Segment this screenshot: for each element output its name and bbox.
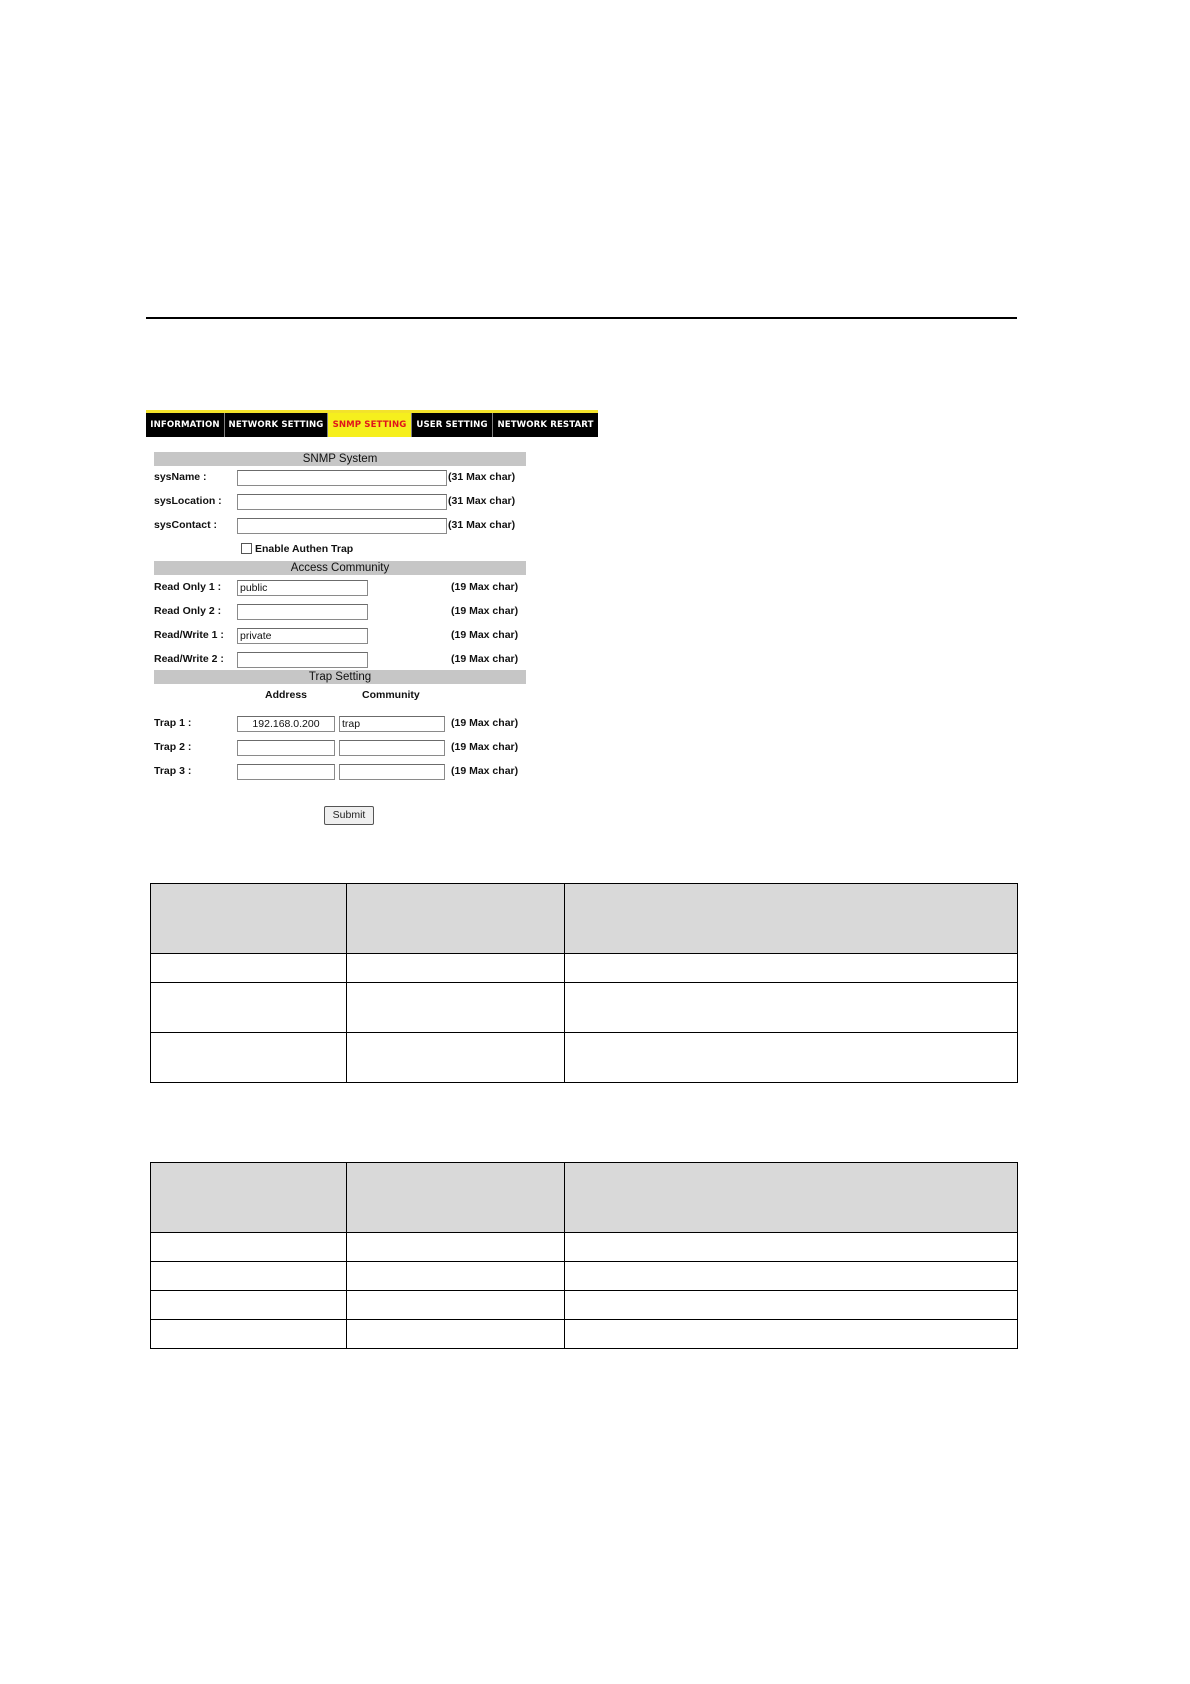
read-write-1-label: Read/Write 1 : xyxy=(154,629,224,641)
table-cell xyxy=(151,983,347,1033)
empty-table-2 xyxy=(150,1162,1018,1349)
trap-3-hint: (19 Max char) xyxy=(451,765,519,777)
trap-2-address-input[interactable] xyxy=(237,740,335,756)
table-header-row xyxy=(151,884,1018,954)
tab-network-restart[interactable]: NETWORK RESTART xyxy=(497,420,594,430)
table-cell xyxy=(565,954,1018,983)
table-cell xyxy=(565,1262,1018,1291)
enable-authen-trap-label: Enable Authen Trap xyxy=(255,543,354,555)
syslocation-hint: (31 Max char) xyxy=(448,495,516,507)
section-header-snmp-system: SNMP System xyxy=(154,452,526,466)
table-header-cell xyxy=(151,1163,347,1233)
table-cell xyxy=(347,1262,565,1291)
trap-1-address-input[interactable]: 192.168.0.200 xyxy=(237,716,335,732)
table-cell xyxy=(347,1033,565,1083)
trap-address-column-header: Address xyxy=(265,689,308,701)
table-header-cell xyxy=(347,1163,565,1233)
table-row xyxy=(151,1291,1018,1320)
section-header-trap-setting: Trap Setting xyxy=(154,670,526,684)
table-row xyxy=(151,954,1018,983)
submit-button[interactable]: Submit xyxy=(324,806,374,825)
table-cell xyxy=(151,1291,347,1320)
read-only-1-hint: (19 Max char) xyxy=(451,581,519,593)
trap-1-hint: (19 Max char) xyxy=(451,717,519,729)
table-cell xyxy=(347,983,565,1033)
trap-1-label: Trap 1 : xyxy=(154,717,192,729)
table-row xyxy=(151,1320,1018,1349)
table-cell xyxy=(565,1233,1018,1262)
table-cell xyxy=(151,1033,347,1083)
read-only-2-label: Read Only 2 : xyxy=(154,605,222,617)
table-cell xyxy=(347,1233,565,1262)
table-cell xyxy=(151,1320,347,1349)
table-cell xyxy=(347,1320,565,1349)
table-header-cell xyxy=(565,884,1018,954)
table-cell xyxy=(565,1033,1018,1083)
trap-1-community-input[interactable]: trap xyxy=(339,716,445,732)
table-cell xyxy=(347,954,565,983)
syscontact-input[interactable] xyxy=(237,518,447,534)
table-cell xyxy=(565,983,1018,1033)
trap-3-community-input[interactable] xyxy=(339,764,445,780)
section-header-access-community: Access Community xyxy=(154,561,526,575)
sysname-label: sysName : xyxy=(154,471,207,483)
trap-3-label: Trap 3 : xyxy=(154,765,192,777)
table-row xyxy=(151,1262,1018,1291)
trap-community-column-header: Community xyxy=(362,689,420,701)
table-cell xyxy=(151,1233,347,1262)
enable-authen-trap-checkbox[interactable] xyxy=(241,543,252,554)
table-header-cell xyxy=(151,884,347,954)
tab-network-setting[interactable]: NETWORK SETTING xyxy=(225,413,328,437)
table-header-cell xyxy=(347,884,565,954)
table-row xyxy=(151,1233,1018,1262)
trap-2-hint: (19 Max char) xyxy=(451,741,519,753)
trap-2-community-input[interactable] xyxy=(339,740,445,756)
table-cell xyxy=(565,1320,1018,1349)
read-only-1-input[interactable]: public xyxy=(237,580,368,596)
horizontal-rule xyxy=(146,317,1017,319)
trap-2-label: Trap 2 : xyxy=(154,741,192,753)
table-row xyxy=(151,983,1018,1033)
tab-information[interactable]: INFORMATION xyxy=(146,413,225,437)
read-only-2-input[interactable] xyxy=(237,604,368,620)
syslocation-label: sysLocation : xyxy=(154,495,222,507)
read-write-2-label: Read/Write 2 : xyxy=(154,653,224,665)
syslocation-input[interactable] xyxy=(237,494,447,510)
table-header-row xyxy=(151,1163,1018,1233)
read-only-2-hint: (19 Max char) xyxy=(451,605,519,617)
read-only-1-label: Read Only 1 : xyxy=(154,581,222,593)
table-cell xyxy=(151,1262,347,1291)
read-write-2-input[interactable] xyxy=(237,652,368,668)
syscontact-hint: (31 Max char) xyxy=(448,519,516,531)
read-write-1-hint: (19 Max char) xyxy=(451,629,519,641)
table-cell xyxy=(565,1291,1018,1320)
read-write-2-hint: (19 Max char) xyxy=(451,653,519,665)
empty-table-1 xyxy=(150,883,1018,1083)
syscontact-label: sysContact : xyxy=(154,519,218,531)
trap-3-address-input[interactable] xyxy=(237,764,335,780)
tab-snmp-setting[interactable]: SNMP SETTING xyxy=(328,413,412,437)
table-row xyxy=(151,1033,1018,1083)
sysname-hint: (31 Max char) xyxy=(448,471,516,483)
tab-user-setting[interactable]: USER SETTING xyxy=(412,413,493,437)
nav-bar xyxy=(146,410,598,437)
table-header-cell xyxy=(565,1163,1018,1233)
table-cell xyxy=(347,1291,565,1320)
read-write-1-input[interactable]: private xyxy=(237,628,368,644)
table-cell xyxy=(151,954,347,983)
sysname-input[interactable] xyxy=(237,470,447,486)
